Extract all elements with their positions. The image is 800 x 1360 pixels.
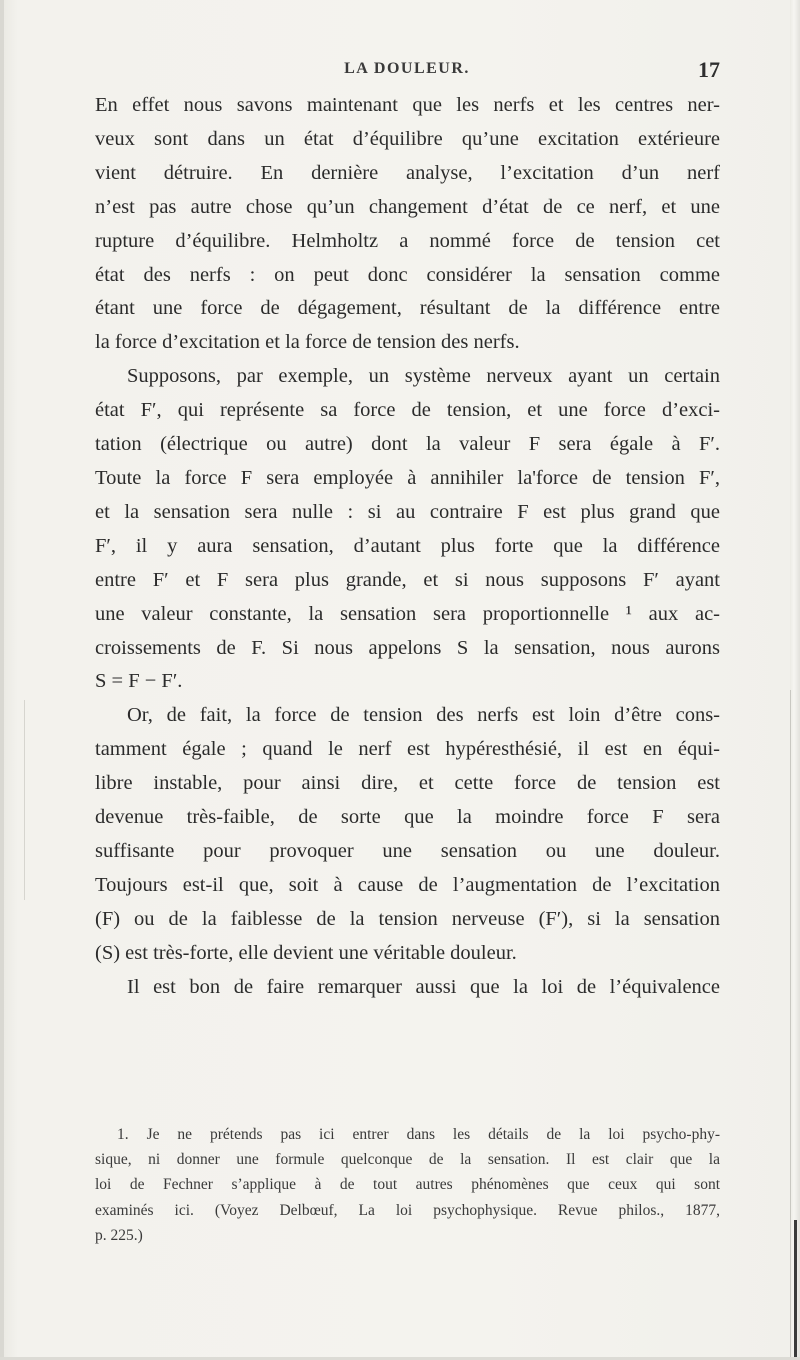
text-line: Toujours est-il que, soit à cause de l’augmentation de l’excitation bbox=[95, 873, 720, 896]
page-right-edge bbox=[790, 0, 800, 1360]
footnote-line: examinés ici. (Voyez Delbœuf, La loi psychophysique. Revue philos., 1877, bbox=[95, 1201, 720, 1219]
text-line: (S) est très-forte, elle devient une véritable douleur. bbox=[95, 941, 517, 964]
text-line: une valeur constante, la sensation sera proportionnelle ¹ aux ac- bbox=[95, 602, 720, 625]
text-line: état des nerfs : on peut donc considérer la sensation comme bbox=[95, 263, 720, 286]
page-number: 17 bbox=[698, 57, 720, 82]
footnote-line: 1. Je ne prétends pas ici entrer dans les détails de la loi psycho-phy- bbox=[117, 1126, 720, 1143]
text-line: Toute la force F sera employée à annihiler la'force de tension F′, bbox=[95, 466, 720, 489]
text-line: état F′, qui représente sa force de tension, et une force d’exci- bbox=[95, 399, 720, 422]
text-line: En effet nous savons maintenant que les nerfs et les centres ner- bbox=[95, 94, 720, 116]
page-left-edge bbox=[0, 0, 4, 1360]
text-line: la force d’excitation et la force de tension des nerfs. bbox=[95, 331, 520, 354]
text-line: F′, il y aura sensation, d’autant plus forte que la différence bbox=[95, 534, 720, 557]
text-line: (F) ou de la faiblesse de la tension nerveuse (F′), si la sensation bbox=[95, 907, 720, 930]
footnote-line: sique, ni donner une formule quelconque de la sensation. Il est clair que la bbox=[95, 1151, 720, 1169]
text-line: veux sont dans un état d’équilibre qu’une excitation extérieure bbox=[95, 127, 720, 150]
text-line: Supposons, par exemple, un système nerveux ayant un certain bbox=[127, 365, 720, 388]
footnote-line: loi de Fechner s’applique à de tout autres phénomènes que ceux qui sont bbox=[95, 1176, 720, 1194]
text-line: tation (électrique ou autre) dont la valeur F sera égale à F′. bbox=[95, 433, 720, 456]
page-binding-shadow bbox=[24, 700, 25, 900]
text-line: tamment égale ; quand le nerf est hypéresthésié, il est en équi- bbox=[95, 738, 720, 761]
page-right-fold-line bbox=[790, 690, 791, 1360]
text-line: n’est pas autre chose qu’un changement d’état de ce nerf, et une bbox=[95, 195, 720, 218]
text-line: croissements de F. Si nous appelons S la sensation, nous aurons bbox=[95, 636, 720, 659]
text-line: Or, de fait, la force de tension des nerfs est loin d’être cons- bbox=[127, 704, 720, 727]
page-right-dark-mark bbox=[794, 1220, 797, 1360]
equation-line: S = F − F′. bbox=[95, 670, 183, 693]
text-line: et la sensation sera nulle : si au contraire F est plus grand que bbox=[95, 500, 720, 523]
text-line: devenue très-faible, de sorte que la moindre force F sera bbox=[95, 806, 720, 829]
footnote bbox=[95, 1122, 720, 1248]
footnote-line: p. 225.) bbox=[95, 1226, 143, 1244]
text-line: étant une force de dégagement, résultant de la différence entre bbox=[95, 297, 720, 320]
body-text bbox=[95, 89, 720, 1004]
text-line: vient détruire. En dernière analyse, l’excitation d’un nerf bbox=[95, 161, 720, 184]
text-line: libre instable, pour ainsi dire, et cette force de tension est bbox=[95, 772, 720, 795]
text-line: suffisante pour provoquer une sensation ou une douleur. bbox=[95, 839, 720, 862]
text-line: Il est bon de faire remarquer aussi que la loi de l’équivalence bbox=[127, 975, 720, 998]
text-line: entre F′ et F sera plus grande, et si nous supposons F′ ayant bbox=[95, 568, 720, 591]
running-title: LA DOULEUR. bbox=[344, 60, 470, 77]
page-header bbox=[94, 57, 720, 88]
text-line: rupture d’équilibre. Helmholtz a nommé force de tension cet bbox=[95, 229, 720, 252]
